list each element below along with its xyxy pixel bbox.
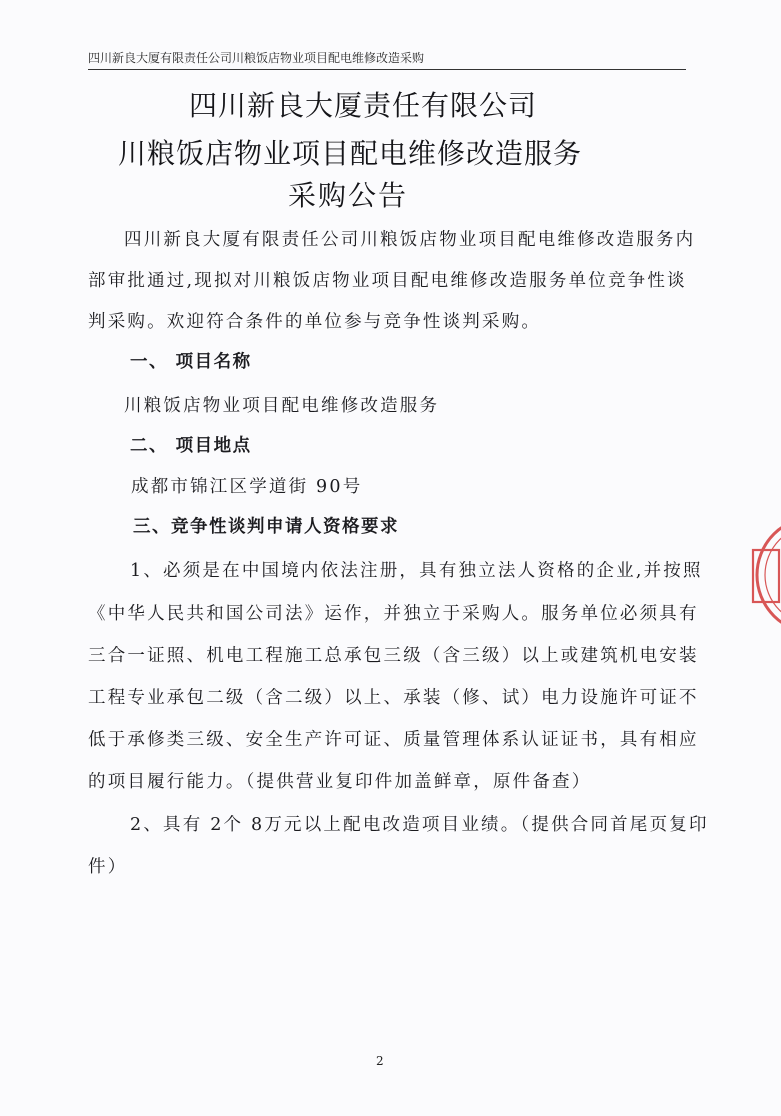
seal-graphic	[753, 517, 781, 633]
intro-line-3: 判采购。欢迎符合条件的单位参与竞争性谈判采购。	[88, 312, 542, 332]
intro-line-1: 四川新良大厦有限责任公司川粮饭店物业项目配电维修改造服务内	[124, 230, 696, 250]
item-2-line-2: 件）	[88, 857, 128, 877]
item-1-line-6: 的项目履行能力。（提供营业复印件加盖鲜章，原件备查）	[88, 772, 592, 792]
company-seal-stamp	[735, 510, 781, 640]
item-1-line-2: 《中华人民共和国公司法》运作，并独立于采购人。服务单位必须具有	[88, 604, 699, 624]
intro-line-2: 部审批通过,现拟对川粮饭店物业项目配电维修改造服务单位竞争性谈	[88, 271, 687, 291]
title-line-3: 采购公告	[288, 179, 409, 212]
section-3-heading: 三、竞争性谈判申请人资格要求	[133, 517, 399, 537]
item-1-line-5: 低于承修类三级、安全生产许可证、质量管理体系认证证书，具有相应	[88, 730, 699, 750]
title-line-1: 四川新良大厦责任有限公司	[189, 89, 538, 122]
item-1-line-3: 三合一证照、机电工程施工总承包三级（含三级）以上或建筑机电安装	[88, 646, 699, 666]
item-2-line-1: 2、具有 2个 8万元以上配电改造项目业绩。（提供合同首尾页复印	[130, 815, 709, 835]
section-1-content: 川粮饭店物业项目配电维修改造服务	[124, 396, 440, 416]
title-line-2: 川粮饭店物业项目配电维修改造服务	[118, 137, 583, 170]
section-2-content: 成都市锦江区学道街 90号	[131, 477, 363, 497]
page-header: 四川新良大厦有限责任公司川粮饭店物业项目配电维修改造采购	[88, 47, 686, 70]
page-number: 2	[376, 1054, 384, 1068]
item-1-line-4: 工程专业承包二级（含二级）以上、承装（修、试）电力设施许可证不	[88, 688, 699, 708]
item-1-line-1: 1、必须是在中国境内依法注册，具有独立法人资格的企业,并按照	[130, 561, 703, 581]
section-2-heading: 二、 项目地点	[130, 436, 252, 456]
section-1-heading: 一、 项目名称	[130, 352, 252, 372]
